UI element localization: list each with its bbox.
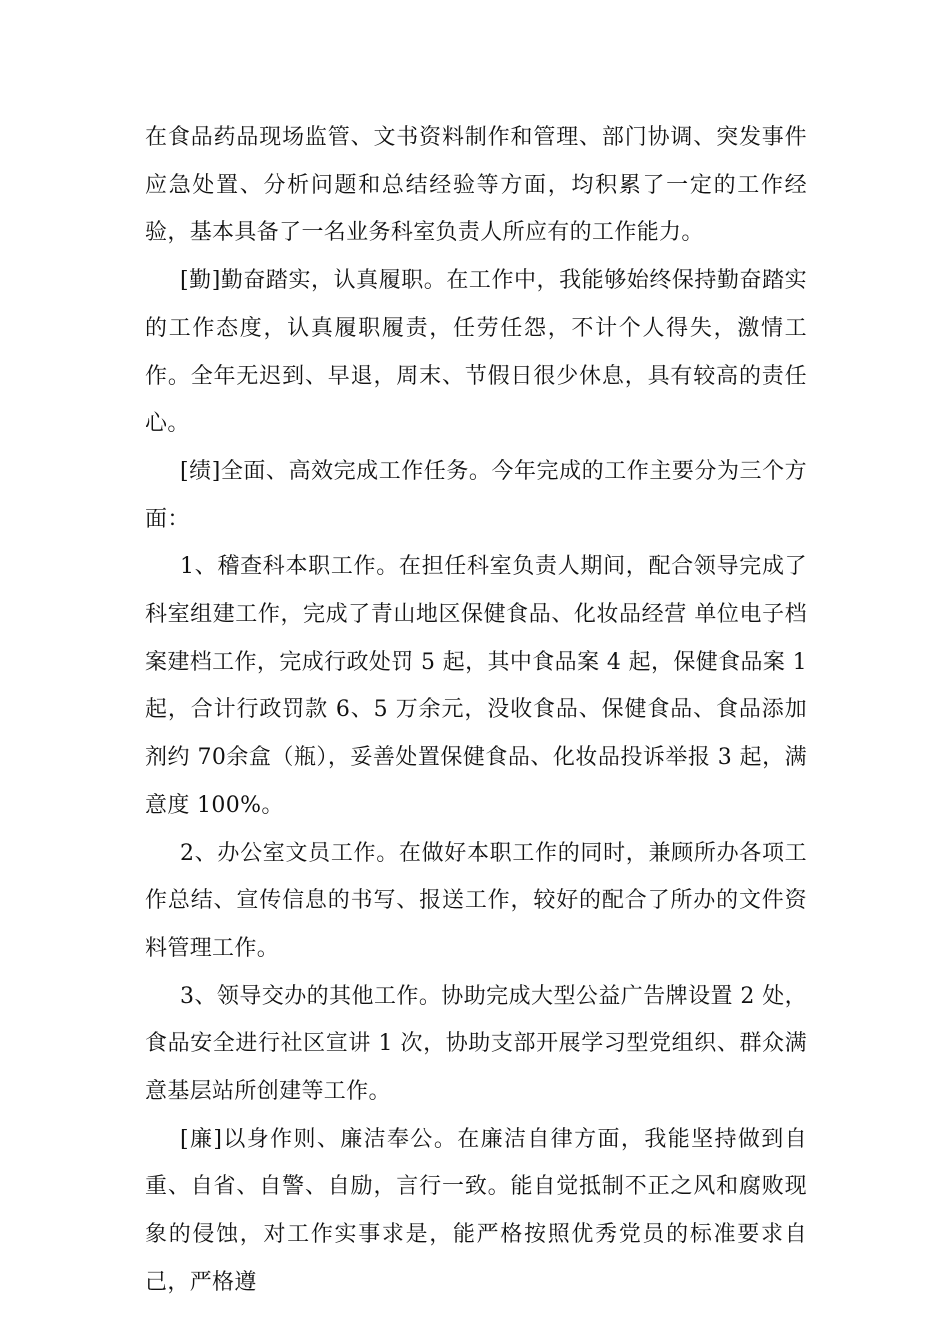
paragraph-achievements: [绩]全面、高效完成工作任务。今年完成的工作主要分为三个方面： xyxy=(145,458,807,532)
paragraph-inspection-work: 1、稽查科本职工作。在担任科室负责人期间，配合领导完成了科室组建工作，完成了青山地区保健食品、化妆品经营 单位电子档案建档工作，完成行政处罚 5 起，其中食品案 4 起，保健食品案 1 起，合计行政罚款 6、5 万余元，没收食品、保健食品、食品添加剂约 70余盒（瓶），妥善处置保健食品、化妆品投诉举报 3 起，满意度 100%。 xyxy=(145,554,807,818)
paragraph-integrity: [廉]以身作则、廉洁奉公。在廉洁自律方面，我能坚持做到自重、自省、自警、自励，言行一致。能自觉抵制不正之风和腐败现象的侵蚀，对工作实事求是，能严格按照优秀党员的标准要求自己，严格遵 xyxy=(145,1126,807,1295)
document-body xyxy=(145,114,807,1307)
paragraph-other-tasks: 3、领导交办的其他工作。协助完成大型公益广告牌设置 2 处，食品安全进行社区宣讲 1 次，协助支部开展学习型党组织、群众满意基层站所创建等工作。 xyxy=(145,983,807,1105)
paragraph-office-work: 2、办公室文员工作。在做好本职工作的同时，兼顾所办各项工作总结、宣传信息的书写、报送工作，较好的配合了所办的文件资料管理工作。 xyxy=(145,840,807,961)
paragraph-work-experience: 在食品药品现场监管、文书资料制作和管理、部门协调、突发事件应急处置、分析问题和总结经验等方面，均积累了一定的工作经验，基本具备了一名业务科室负责人所应有的工作能力。 xyxy=(145,125,807,246)
paragraph-diligence: [勤]勤奋踏实，认真履职。在工作中，我能够始终保持勤奋踏实的工作态度，认真履职履责，任劳任怨，不计个人得失，激情工作。全年无迟到、早退，周末、节假日很少休息，具有较高的责任心。 xyxy=(145,268,807,437)
